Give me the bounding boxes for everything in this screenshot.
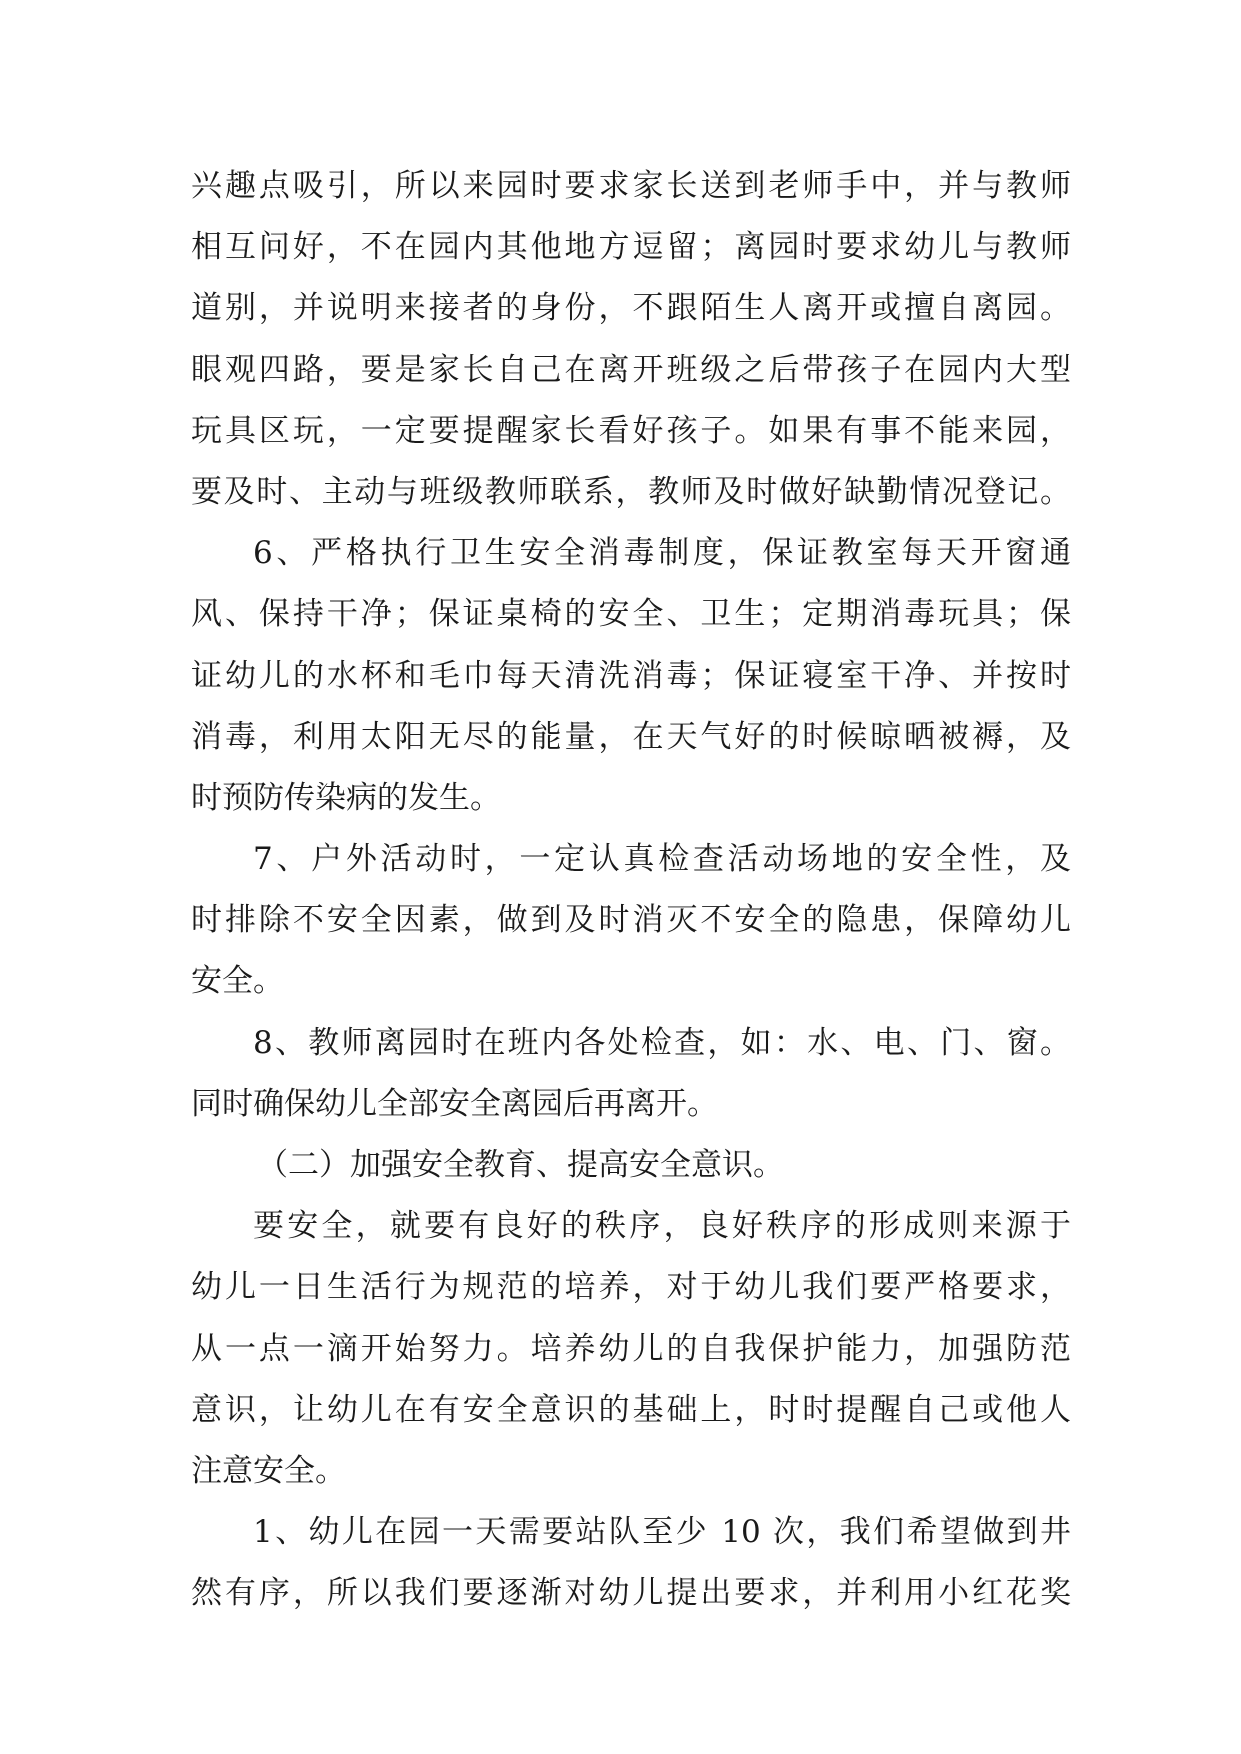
text-line: （二）加强安全教育、提高安全意识。 [257,1147,784,1183]
text-line: 时排除不安全因素，做到及时消灭不安全的隐患，保障幼儿 [191,902,1071,939]
document-body [191,156,1071,1625]
text-line: 玩具区玩，一定要提醒家长看好孩子。如果有事不能来园， [191,412,1071,449]
text-line: 时预防传染病的发生。 [191,779,501,816]
text-line: 注意安全。 [191,1452,346,1489]
text-line: 7、户外活动时，一定认真检查活动场地的安全性，及 [253,841,1071,878]
text-line: 意识，让幼儿在有安全意识的基础上，时时提醒自己或他人 [191,1391,1071,1428]
text-line: 安全。 [191,963,284,1000]
text-line: 1、幼儿在园一天需要站队至少 10 次，我们希望做到井 [253,1514,1071,1551]
text-line: 幼儿一日生活行为规范的培养，对于幼儿我们要严格要求， [191,1269,1071,1306]
text-line: 从一点一滴开始努力。培养幼儿的自我保护能力，加强防范 [191,1330,1071,1367]
text-line: 要及时、主动与班级教师联系，教师及时做好缺勤情况登记。 [191,473,1071,510]
text-line: 风、保持干净；保证桌椅的安全、卫生；定期消毒玩具；保 [191,596,1071,633]
text-line: 证幼儿的水杯和毛巾每天清洗消毒；保证寝室干净、并按时 [191,657,1071,694]
text-line: 眼观四路，要是家长自己在离开班级之后带孩子在园内大型 [191,351,1071,388]
text-line: 要安全，就要有良好的秩序，良好秩序的形成则来源于 [253,1208,1071,1245]
text-line: 消毒，利用太阳无尽的能量，在天气好的时候晾晒被褥，及 [191,718,1071,755]
text-line: 同时确保幼儿全部安全离园后再离开。 [191,1085,718,1122]
text-line: 6、严格执行卫生安全消毒制度，保证教室每天开窗通 [253,535,1071,572]
text-line: 道别，并说明来接者的身份，不跟陌生人离开或擅自离园。 [191,290,1071,327]
text-line: 8、教师离园时在班内各处检查，如：水、电、门、窗。 [253,1024,1071,1061]
text-line: 然有序，所以我们要逐渐对幼儿提出要求，并利用小红花奖 [191,1575,1071,1612]
text-line: 相互问好，不在园内其他地方逗留；离园时要求幼儿与教师 [191,229,1071,266]
text-line: 兴趣点吸引，所以来园时要求家长送到老师手中，并与教师 [191,168,1071,204]
